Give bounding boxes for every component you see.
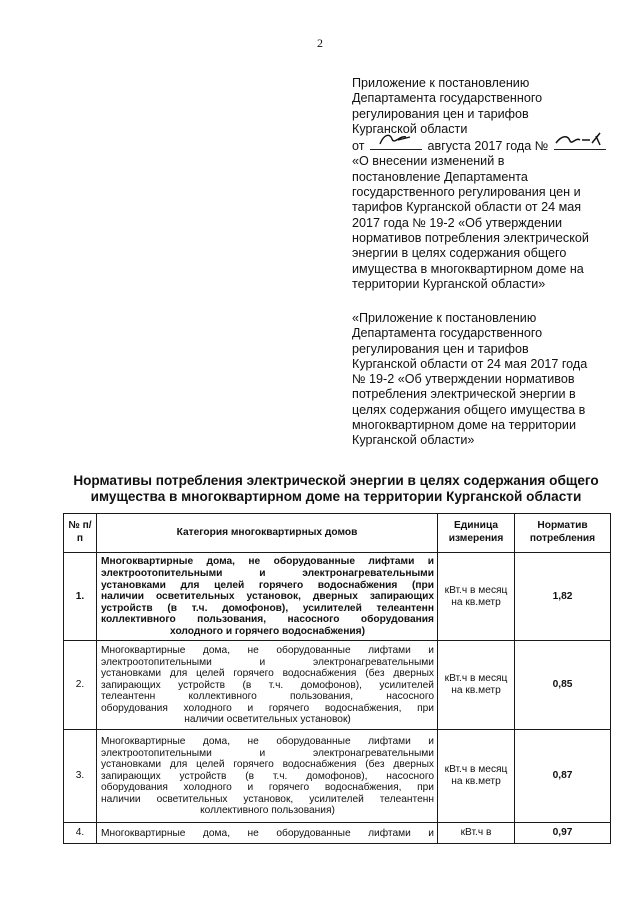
row-norm-value: 0,87	[515, 730, 611, 823]
appendix-line: Приложение к постановлению	[352, 76, 530, 90]
category-line: запирающих устройств (в т.ч. домофонов), насосного	[101, 770, 434, 782]
category-line: оборудования холодного и горячего водоснабжения, при	[101, 702, 434, 714]
decree-line: «О внесении изменений в	[352, 154, 505, 169]
table-header-row	[64, 514, 611, 553]
row-unit: кВт.ч в месяц на кв.метр	[438, 553, 515, 641]
norms-table	[63, 513, 611, 844]
decree-line: постановление Департамента	[352, 169, 528, 184]
category-line: коллективного пользования, насосного оборудования	[101, 614, 434, 626]
appendix-line: Департамента государственного	[352, 91, 543, 106]
row-unit: кВт.ч в месяц на кв.метр	[438, 730, 515, 823]
appendix-date-line	[352, 137, 614, 154]
decree-line: территории Курганской области»	[352, 276, 546, 291]
document-title	[62, 473, 610, 505]
handwritten-day-signature	[370, 137, 422, 150]
appendix-original-header	[352, 311, 614, 449]
appendix-line: № 19-2 «Об утверждении нормативов	[352, 372, 575, 387]
category-line: наличии осветительных установок)	[184, 714, 351, 726]
category-line: запирающих устройств (в т.ч. домофонов), усилителей	[101, 679, 434, 691]
title-line: имущества в многоквартирном доме на территории Курганской области	[90, 489, 582, 504]
row-category	[97, 641, 438, 730]
appendix-line: регулирования цен и тарифов	[352, 106, 529, 121]
category-line: Многоквартирные дома, не оборудованные лифтами и	[101, 644, 434, 656]
handwritten-number-signature	[554, 137, 606, 150]
appendix-line: «Приложение к постановлению	[352, 311, 537, 325]
decree-line: тарифов Курганской области от 24 мая	[352, 200, 582, 215]
category-line: электроотопительными и электронагревательными	[101, 568, 434, 580]
decree-line: энергии в целях содержания общего	[352, 246, 567, 261]
table-row	[64, 730, 611, 823]
category-line: установками для целей горячего водоснабжения (без дверных	[101, 759, 434, 771]
decree-line: имущества в многоквартирном доме на	[352, 261, 584, 276]
row-norm-value: 0,97	[515, 823, 611, 844]
decree-line: нормативов потребления электрической	[352, 230, 589, 245]
row-category	[97, 730, 438, 823]
appendix-line: Курганской области от 24 мая 2017 года	[352, 356, 588, 371]
appendix-line: Курганской области»	[352, 433, 475, 448]
appendix-line: Курганской области	[352, 121, 468, 136]
table-row	[64, 553, 611, 641]
row-number: 2.	[64, 641, 97, 730]
category-line: Многоквартирные дома, не оборудованные лифтами и	[101, 827, 434, 839]
category-line: установками для целей горячего водоснабжения (при	[101, 579, 434, 591]
decree-line: 2017 года № 19-2 «Об утверждении	[352, 215, 563, 230]
row-norm-value: 1,82	[515, 553, 611, 641]
row-number: 3.	[64, 730, 97, 823]
table-row	[64, 641, 611, 730]
category-line: холодного и горячего водоснабжения)	[170, 625, 365, 637]
row-number: 1.	[64, 553, 97, 641]
category-line: электроотопительными и электронагревательными	[101, 656, 434, 668]
header-unit: Единица измерения	[438, 514, 515, 553]
header-category: Категория многоквартирных домов	[97, 514, 438, 553]
date-middle: августа 2017 года №	[427, 139, 549, 154]
category-line: Многоквартирные дома, не оборудованные лифтами и	[101, 556, 434, 568]
category-line: наличии осветительных установок, дверных запирающих	[101, 591, 434, 603]
appendix-line: регулирования цен и тарифов	[352, 341, 529, 356]
date-prefix: от	[352, 139, 365, 154]
row-category	[97, 823, 438, 844]
row-unit: кВт.ч в месяц на кв.метр	[438, 641, 515, 730]
row-norm-value: 0,85	[515, 641, 611, 730]
category-line: Многоквартирные дома, не оборудованные лифтами и	[101, 735, 434, 747]
row-unit: кВт.ч в	[438, 823, 515, 844]
row-number: 4.	[64, 823, 97, 844]
appendix-line: целях содержания общего имущества в	[352, 402, 586, 417]
category-line: телеантенн коллективного пользования, насосного	[101, 691, 434, 703]
row-category	[97, 553, 438, 641]
header-num: № п/п	[64, 514, 97, 553]
appendix-line: многоквартирном доме на территории	[352, 418, 576, 433]
category-line: оборудования холодного и горячего водоснабжения, при	[101, 782, 434, 794]
category-line: электроотопительными и электронагревательными	[101, 747, 434, 759]
category-line: устройств (в т.ч. домофонов), усилителей телеантенн	[101, 602, 434, 614]
table-row	[64, 823, 611, 844]
appendix-amendment-header	[352, 76, 614, 292]
appendix-line: потребления электрической энергии в	[352, 387, 576, 402]
category-line: установками для целей горячего водоснабжения (без дверных	[101, 668, 434, 680]
page-number: 2	[317, 36, 323, 50]
header-norm: Норматив потребления	[515, 514, 611, 553]
appendix-line: Департамента государственного	[352, 326, 543, 341]
category-line: наличии осветительных установок, усилителей телеантенн	[101, 793, 434, 805]
title-line: Нормативы потребления электрической энергии в целях содержания общего	[73, 473, 599, 488]
category-line: коллективного пользования)	[200, 805, 335, 817]
decree-line: государственного регулирования цен и	[352, 185, 581, 200]
